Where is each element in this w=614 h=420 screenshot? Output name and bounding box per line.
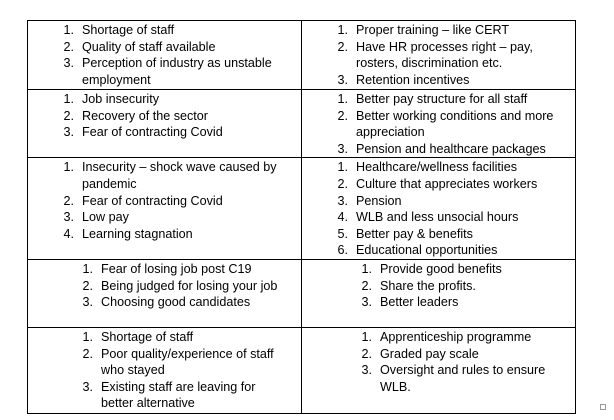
list-item-text: Job insecurity <box>82 92 159 106</box>
numbered-list <box>326 329 575 395</box>
list-number: 2. <box>63 39 74 54</box>
list-item-text: Oversight and rules to ensure WLB. <box>380 363 546 394</box>
challenges-solutions-table <box>27 20 576 414</box>
numbered-list <box>28 329 301 412</box>
list-item <box>361 261 575 278</box>
list-item-text: Better leaders <box>380 295 459 310</box>
list-item <box>82 261 301 278</box>
list-item-text: Share the profits. <box>380 278 476 293</box>
list-item <box>82 379 291 412</box>
list-number: 3. <box>82 379 93 394</box>
list-number: 1. <box>82 329 93 344</box>
list-item-text: Educational opportunities <box>356 243 498 258</box>
table-cell-challenges <box>28 90 302 158</box>
list-number: 2. <box>82 346 93 361</box>
list-item <box>361 329 575 346</box>
numbered-list <box>28 261 301 311</box>
list-item-text: Pension and healthcare packages <box>356 141 546 156</box>
list-number: 2. <box>82 278 93 293</box>
list-item <box>337 176 575 193</box>
list-number: 2. <box>63 193 74 208</box>
list-item-text: Fear of losing job post C19 <box>101 261 252 276</box>
list-item <box>63 193 301 210</box>
numbered-list <box>302 159 575 259</box>
list-number: 1. <box>337 92 348 106</box>
list-item <box>361 294 575 311</box>
list-number: 4. <box>63 226 74 241</box>
list-item-text: Learning stagnation <box>82 226 193 241</box>
list-number: 2. <box>63 108 74 123</box>
list-number: 1. <box>337 23 348 37</box>
table-cell-solutions <box>302 259 576 327</box>
list-item <box>337 108 568 141</box>
list-item <box>63 159 292 192</box>
list-item <box>63 22 301 39</box>
list-item-text: Low pay <box>82 210 129 225</box>
list-item-text: Have HR processes right – pay, rosters, discrimination etc. <box>356 39 533 71</box>
list-item-text: Better pay structure for all staff <box>356 92 528 106</box>
list-item-text: Perception of industry as unstable employment <box>82 56 272 87</box>
list-number: 2. <box>361 278 372 293</box>
list-item-text: Fear of contracting Covid <box>82 125 223 140</box>
table-cell-solutions <box>302 90 576 158</box>
list-number: 2. <box>337 176 348 191</box>
table-cell-challenges <box>28 327 302 413</box>
table-cell-challenges <box>28 158 302 260</box>
numbered-list <box>326 261 575 311</box>
list-item-text: Retention incentives <box>356 72 470 87</box>
list-number: 3. <box>63 125 74 140</box>
list-item <box>63 226 301 243</box>
list-item-text: Proper training – like CERT <box>356 23 510 37</box>
list-item-text: Healthcare/wellness facilities <box>356 160 517 175</box>
list-item-text: WLB and less unsocial hours <box>356 210 519 225</box>
list-item <box>63 124 301 141</box>
list-item-text: Recovery of the sector <box>82 108 208 123</box>
list-item-text: Shortage of staff <box>101 329 194 344</box>
list-item <box>63 55 287 88</box>
list-number: 1. <box>63 92 74 106</box>
list-item-text: Poor quality/experience of staff who stayed <box>101 346 274 378</box>
list-item-text: Insecurity – shock wave caused by pandemic <box>82 160 277 191</box>
list-item-text: Fear of contracting Covid <box>82 193 223 208</box>
list-item-text: Provide good benefits <box>380 261 502 276</box>
list-number: 3. <box>361 363 372 378</box>
list-item <box>337 39 571 72</box>
list-item-text: Culture that appreciates workers <box>356 176 538 191</box>
list-item <box>63 108 301 125</box>
list-item <box>337 226 575 243</box>
list-number: 1. <box>82 261 93 276</box>
table-row <box>28 327 576 413</box>
table-row <box>28 90 576 158</box>
numbered-list <box>28 91 301 141</box>
table-cell-solutions <box>302 21 576 90</box>
list-number: 1. <box>361 261 372 276</box>
list-number: 5. <box>337 226 348 241</box>
list-item <box>361 346 575 363</box>
list-item <box>337 242 575 259</box>
table-row <box>28 158 576 260</box>
list-item-text: Being judged for losing your job <box>101 278 278 293</box>
list-number: 1. <box>63 160 74 175</box>
table-row <box>28 259 576 327</box>
list-item <box>63 209 301 226</box>
numbered-list <box>28 159 301 242</box>
list-item-text: Better working conditions and more appreciation <box>356 108 554 140</box>
list-item-text: Existing staff are leaving for better alternative <box>101 379 256 411</box>
list-item-text: Shortage of staff <box>82 23 175 37</box>
list-item <box>361 278 575 295</box>
numbered-list <box>302 91 575 157</box>
list-item <box>63 39 301 56</box>
list-number: 3. <box>337 72 348 87</box>
table-cell-challenges <box>28 259 302 327</box>
list-number: 2. <box>337 108 348 123</box>
list-item <box>337 141 575 158</box>
list-number: 3. <box>337 141 348 156</box>
list-item <box>337 72 575 89</box>
list-item <box>337 91 575 108</box>
list-item <box>82 329 301 346</box>
list-item <box>337 159 575 176</box>
table-cell-solutions <box>302 327 576 413</box>
list-number: 2. <box>361 346 372 361</box>
list-item-text: Apprenticeship programme <box>380 329 532 344</box>
table-row <box>28 21 576 90</box>
list-number: 3. <box>82 295 93 310</box>
list-item <box>82 294 301 311</box>
list-number: 3. <box>361 295 372 310</box>
list-item <box>82 346 281 379</box>
list-number: 1. <box>63 23 74 37</box>
list-number: 4. <box>337 210 348 225</box>
table-cell-challenges <box>28 21 302 90</box>
list-item <box>63 91 301 108</box>
list-item-text: Better pay & benefits <box>356 226 473 241</box>
numbered-list <box>28 22 301 88</box>
list-number: 6. <box>337 243 348 258</box>
list-item-text: Graded pay scale <box>380 346 479 361</box>
table-body <box>28 21 576 414</box>
list-number: 3. <box>63 56 74 71</box>
list-item <box>337 193 575 210</box>
numbered-list <box>302 22 575 88</box>
list-number: 3. <box>337 193 348 208</box>
list-item <box>82 278 291 295</box>
list-item-text: Quality of staff available <box>82 39 216 54</box>
list-number: 3. <box>63 210 74 225</box>
resize-handle-icon <box>600 404 606 410</box>
list-item <box>361 362 575 395</box>
table-cell-solutions <box>302 158 576 260</box>
list-item-text: Pension <box>356 193 402 208</box>
list-item <box>337 209 575 226</box>
list-item <box>337 22 575 39</box>
list-number: 2. <box>337 39 348 54</box>
list-item-text: Choosing good candidates <box>101 295 251 310</box>
list-number: 1. <box>361 329 372 344</box>
list-number: 1. <box>337 160 348 175</box>
